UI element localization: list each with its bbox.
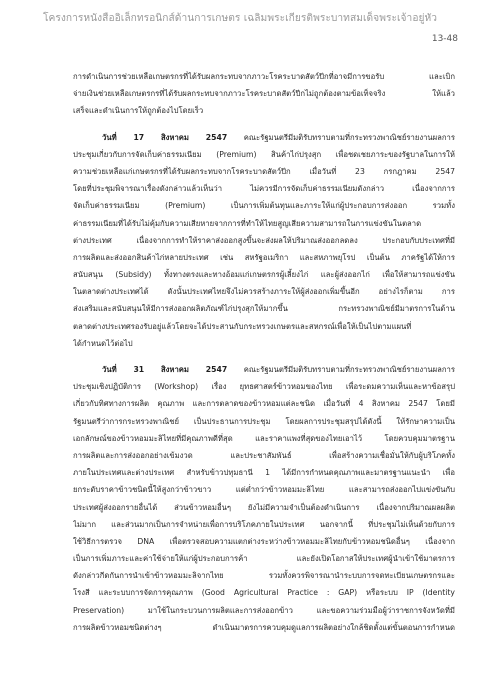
text-line: จัดเก็บค่าธรรมเนียม (Premium) เป็นการเพิ่มต้นทุนและภาระให้แก่ผู้ประกอบการส่งออก รวมทั้ง [73, 201, 455, 211]
text-line [73, 129, 455, 146]
text-line: โรงสี และระบบการจัดการคุณภาพ (Good Agricultural Practice : GAP) หรือระบบ IP (Identity [73, 588, 455, 598]
paragraph [73, 129, 455, 352]
text-line: เกี่ยวกับทิศทางการผลิต คุณภาพ และการตลาดของข้าวหอมแต่ละชนิด เมื่อวันที่ 4 สิงหาคม 2547 โดยมี [73, 399, 455, 409]
text-span: คณะรัฐมนตรีมีมติรับทราบตามที่กระทรวงพาณิชย์รายงานผลการ [243, 132, 455, 142]
text-line: เป็นการเพิ่มภาระและค่าใช้จ่ายให้แก่ผู้ประกอบการค้า และยังเปิดโอกาสให้ประเทศผู้นำเข้าใช้มาตรการ [73, 554, 455, 564]
text-line: ตลาดต่างประเทศรองรับอยู่แล้วโดยจะได้ประสานกับกระทรวงเกษตรและสหกรณ์เพื่อให้เป็นไปตามแผนที่ [73, 321, 412, 331]
text-line [73, 361, 455, 378]
document-body [73, 68, 455, 636]
text-line: Preservation) มาใช้ในกระบวนการผลิตและการส่งออกข้าว และขอความร่วมมือผู้ว่าราชการจังหวัดที่มี [73, 605, 455, 615]
text-line: การผลิตและส่งออกสินค้าไก่หลายประเทศ เช่น สหรัฐอเมริกา และสหภาพยุโรป เป็นต้น ภาครัฐได้ให้การ [73, 252, 455, 262]
text-line: เสร็จและดำเนินการให้ถูกต้องไปโดยเร็ว [73, 106, 204, 116]
text-line: ไม่มาก และส่วนมากเป็นการจำหน่ายเพื่อการบริโภคภายในประเทศ นอกจากนี้ ที่ประชุมไม่เห็นด้วยกับการ [73, 519, 455, 529]
paragraph [73, 361, 455, 636]
paragraph [73, 68, 455, 120]
text-line: สนับสนุน (Subsidy) ทั้งทางตรงและทางอ้อมแก่เกษตรกรผู้เลี้ยงไก่ และผู้ส่งออกไก่ เพื่อให้สามารถแข่งขัน [73, 270, 455, 280]
text-line: ต่างประเทศ เนื่องจากการทำให้ราคาส่งออกสูงขึ้นจะส่งผลให้ปริมาณส่งออกลดลง ประกอบกับประเทศที่มี [73, 235, 455, 245]
text-line: การผลิตข้าวหอมชนิดต่างๆ ดำเนินมาตรการควบคุมดูแลการผลิตอย่างใกล้ชิดตั้งแต่ขั้นตอนการกำหนด [73, 622, 455, 632]
text-line: ประชุมเชิงปฏิบัติการ (Workshop) เรื่อง ยุทธศาสตร์ข้าวหอมของไทย เพื่อระดมความเห็นและหาข้อสรุป [73, 382, 455, 392]
text-line: ได้กำหนดไว้ต่อไป [73, 338, 133, 348]
text-line: ค่าธรรมเนียมที่ได้รับไม่คุ้มกับความเสียหายจากการที่ทำให้ไทยสูญเสียความสามารถในการแข่งขันในตลาด [73, 218, 422, 228]
text-line: ดังกล่าวกีดกันการนำเข้าข้าวหอมมะลิจากไทย รวมทั้งควรพิจารณานำระบบการจดทะเบียนเกษตรกรและ [73, 571, 455, 581]
text-line: การดำเนินการช่วยเหลือเกษตรกรที่ได้รับผลกระทบจากภาวะโรคระบาดสัตว์ปีกที่อาจมีการขอรับ และเบิก [73, 72, 455, 81]
running-header: โครงการหนังสืออิเล็กทรอนิกส์ด้านการเกษตร เฉลิมพระเกียรติพระบาทสมเด็จพระเจ้าอยู่หัว [42, 13, 438, 24]
text-line: ความช่วยเหลือแก่เกษตรกรที่ได้รับผลกระทบจากโรคระบาดสัตว์ปีก เมื่อวันที่ 23 กรกฎาคม 2547 [73, 166, 455, 176]
text-line: จ่ายเงินช่วยเหลือเกษตรกรที่ได้รับผลกระทบจากภาวะโรคระบาดสัตว์ปีกไม่ถูกต้องตามข้อเท็จจริง ให้แล้ว [73, 89, 455, 99]
date-heading: วันที่ 31 สิงหาคม 2547 [102, 365, 228, 374]
text-line: ประชุมเกี่ยวกับการจัดเก็บค่าธรรมเนียม (Premium) สินค้าไก่ปรุงสุก เพื่อชดเชยภาระของรัฐบาลในการให้ [73, 149, 455, 159]
text-line: ในตลาดต่างประเทศได้ ดังนั้นประเทศไทยจึงไม่ควรสร้างภาระให้ผู้ส่งออกเพิ่มขึ้นอีก อย่างไรก็ตาม การ [73, 287, 455, 297]
text-line: ประเทศผู้ส่งออกรายอื่นได้ ส่วนข้าวหอมอื่นๆ ยังไม่มีความจำเป็นต้องดำเนินการ เนื่องจากปริมาณผลผลิต [73, 502, 455, 512]
date-heading: วันที่ 17 สิงหาคม 2547 [102, 132, 228, 142]
text-line: ภายในประเทศและต่างประเทศ สำหรับข้าวปทุมธานี 1 ได้มีการกำหนดคุณภาพและมาตรฐานแนะนำ เพื่อ [73, 468, 455, 478]
text-line: การผลิตและการส่งออกอย่างเข้มงวด และประชาสัมพันธ์ เพื่อสร้างความเชื่อมั่นให้กับผู้บริโภคทั้ง [73, 450, 455, 460]
text-line: โดยที่ประชุมพิจารณาเรื่องดังกล่าวแล้วเห็นว่า ไม่ควรมีการจัดเก็บค่าธรรมเนียมดังกล่าว เนื่องจากการ [73, 184, 455, 194]
text-line: รัฐมนตรีว่าการกระทรวงพาณิชย์ เป็นประธานการประชุม โดยผลการประชุมสรุปได้ดังนี้ ให้รักษาความเป็น [73, 416, 455, 426]
text-line: ยกระดับราคาข้าวชนิดนี้ให้สูงกว่าข้าวขาว แต่ต่ำกว่าข้าวหอมมะลิไทย และสามารถส่งออกไปแข่งขันกับ [73, 485, 455, 495]
text-span: คณะรัฐมนตรีมีมติรับทราบตามที่กระทรวงพาณิชย์รายงานผลการ [243, 365, 455, 374]
page-number: 13-48 [431, 34, 458, 44]
text-line: เอกลักษณ์ของข้าวหอมมะลิไทยที่มีคุณภาพดีที่สุด และราคาแพงที่สุดของไทยเอาไว้ โดยควบคุมมาตรฐาน [73, 433, 455, 443]
text-line: ส่งเสริมและสนับสนุนให้มีการส่งออกผลิตภัณฑ์ไก่ปรุงสุกให้มากขึ้น กระทรวงพาณิชย์มีมาตรการในด้าน [73, 304, 455, 314]
text-line: ใช้วิธีการตรวจ DNA เพื่อตรวจสอบความแตกต่างระหว่างข้าวหอมมะลิไทยกับข้าวหอมชนิดอื่นๆ เนื่องจาก [73, 536, 455, 546]
